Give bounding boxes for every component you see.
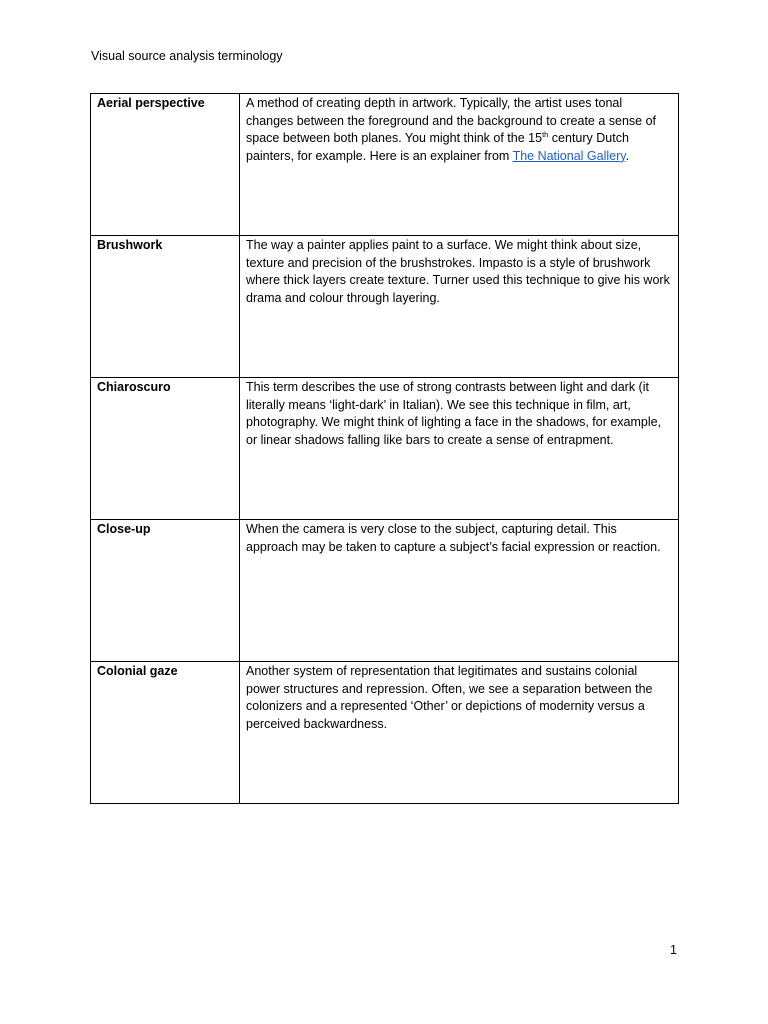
term-label: Brushwork <box>97 238 163 252</box>
national-gallery-link[interactable]: The National Gallery <box>512 148 626 163</box>
definition-text: This term describes the use of strong contrasts between light and dark (it literally means ‘light-dark’ in Italian). We see this technique in film, art, photography. We might think of lighting a face in the shadows, for example, or linear shadows falling like bars to create a sense of entrapment. <box>246 380 662 447</box>
term-label: Colonial gaze <box>97 664 178 678</box>
definition-cell <box>240 378 679 520</box>
table-row <box>91 236 679 378</box>
term-cell <box>91 236 240 378</box>
term-cell <box>91 378 240 520</box>
table-row <box>91 520 679 662</box>
definition-cell <box>240 94 679 236</box>
page-number: 1 <box>670 943 677 957</box>
glossary-table <box>90 93 679 804</box>
definition-text-part: . <box>625 148 630 163</box>
page-title: Visual source analysis terminology <box>91 49 283 63</box>
ordinal-superscript: th <box>542 130 549 140</box>
definition-text-part: A method of creating depth in artwork. Typically, the artist uses tonal changes between the foreground and the background to create a sense of space between both planes. You might think of the 15 <box>246 96 657 146</box>
term-label: Chiaroscuro <box>97 380 171 394</box>
term-label: Aerial perspective <box>97 96 205 110</box>
definition-text: The way a painter applies paint to a surface. We might think about size, texture and precision of the brushstrokes. Impasto is a style of brushwork where thick layers create texture. Turner used this technique to give his work drama and colour through layering. <box>246 238 670 305</box>
definition-cell <box>240 520 679 662</box>
table-row <box>91 94 679 236</box>
term-cell <box>91 94 240 236</box>
definition-cell <box>240 236 679 378</box>
term-cell <box>91 662 240 804</box>
table-row <box>91 378 679 520</box>
definition-cell <box>240 662 679 804</box>
term-label: Close-up <box>97 522 151 536</box>
table-row <box>91 662 679 804</box>
term-cell <box>91 520 240 662</box>
definition-text <box>240 94 678 165</box>
definition-text-part: century Dutch painters, for example. Here is an explainer from <box>246 131 629 163</box>
definition-text: Another system of representation that legitimates and sustains colonial power structures and repression. Often, we see a separation between the colonizers and a represented ‘Other’ or depictions of modernity versus a perceived backwardness. <box>246 664 653 731</box>
definition-text: When the camera is very close to the subject, capturing detail. This approach may be taken to capture a subject’s facial expression or reaction. <box>246 522 661 554</box>
